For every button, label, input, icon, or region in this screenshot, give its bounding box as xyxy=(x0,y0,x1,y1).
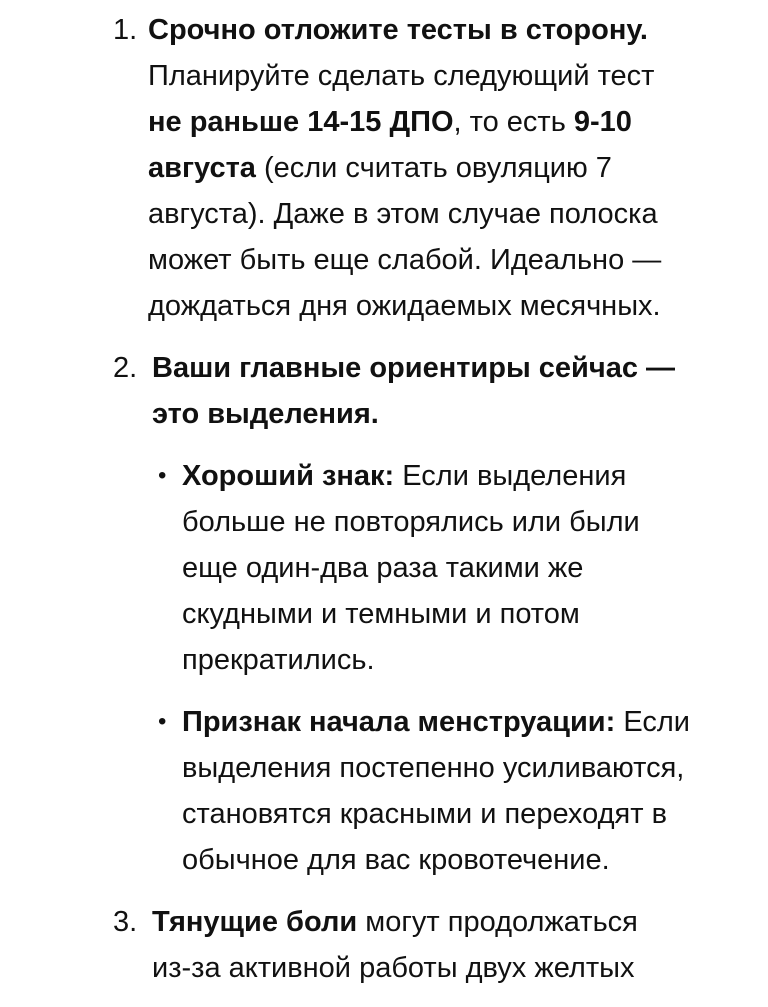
text: из-за активной работы двух желтых xyxy=(152,952,635,984)
bullet-list-item xyxy=(0,699,768,883)
text: дождаться дня ожидаемых месячных. xyxy=(148,290,661,322)
text: Планируйте сделать следующий тест xyxy=(148,60,655,92)
bold-text: Срочно отложите тесты в сторону. xyxy=(148,14,648,46)
text-line xyxy=(182,637,768,683)
list-number: 3. xyxy=(113,906,138,938)
list-item-text xyxy=(148,7,768,329)
bold-text: 9-10 xyxy=(573,106,632,138)
text-line xyxy=(182,745,768,791)
bold-text: Хороший знак: xyxy=(182,460,395,492)
text: больше не повторялись или были xyxy=(182,506,640,538)
text-line xyxy=(148,99,768,145)
text-line xyxy=(152,391,768,437)
numbered-list-item xyxy=(0,7,768,329)
text: выделения постепенно усиливаются, xyxy=(182,752,685,784)
list-number: 2. xyxy=(113,352,138,384)
bold-text: августа xyxy=(148,152,256,184)
bullet-list-item xyxy=(0,453,768,683)
text-line xyxy=(182,591,768,637)
text: (если считать овуляцию 7 xyxy=(255,152,612,184)
list-item-text xyxy=(182,453,768,683)
list-item-text xyxy=(152,345,768,437)
text-line xyxy=(152,945,768,991)
text: может быть еще слабой. Идеально — xyxy=(148,244,662,276)
text: могут продолжаться xyxy=(357,906,638,938)
text-line xyxy=(182,499,768,545)
bold-text: не раньше 14-15 ДПО xyxy=(148,106,454,138)
text-line xyxy=(182,699,768,745)
text-line xyxy=(182,545,768,591)
text: еще один-два раза такими же xyxy=(182,552,584,584)
bold-text: Признак начала менструации: xyxy=(182,706,616,738)
text: августа). Даже в этом случае полоска xyxy=(148,198,658,230)
list-item-text xyxy=(182,699,768,883)
bold-text: Ваши главные ориентиры сейчас — xyxy=(152,352,676,384)
text-line xyxy=(152,345,768,391)
text-line xyxy=(152,899,768,945)
text-line xyxy=(148,7,768,53)
text: , то есть xyxy=(453,106,574,138)
list-item-text xyxy=(152,899,768,991)
numbered-list-item xyxy=(0,345,768,437)
text-line xyxy=(182,791,768,837)
text: скудными и темными и потом xyxy=(182,598,580,630)
bullet-marker: • xyxy=(158,708,167,735)
text-line xyxy=(148,53,768,99)
bold-text: Тянущие боли xyxy=(152,906,358,938)
text: обычное для вас кровотечение. xyxy=(182,844,610,876)
bold-text: это выделения. xyxy=(152,398,379,430)
text-line xyxy=(182,837,768,883)
text-line xyxy=(148,191,768,237)
message-content xyxy=(0,7,768,1007)
text-line xyxy=(148,237,768,283)
bullet-marker: • xyxy=(158,462,167,489)
text: Если xyxy=(615,706,690,738)
numbered-list-item xyxy=(0,899,768,991)
text-line xyxy=(182,453,768,499)
text-line xyxy=(148,283,768,329)
text: Если выделения xyxy=(394,460,627,492)
text: становятся красными и переходят в xyxy=(182,798,667,830)
text: прекратились. xyxy=(182,644,375,676)
text-line xyxy=(148,145,768,191)
list-number: 1. xyxy=(113,14,138,46)
